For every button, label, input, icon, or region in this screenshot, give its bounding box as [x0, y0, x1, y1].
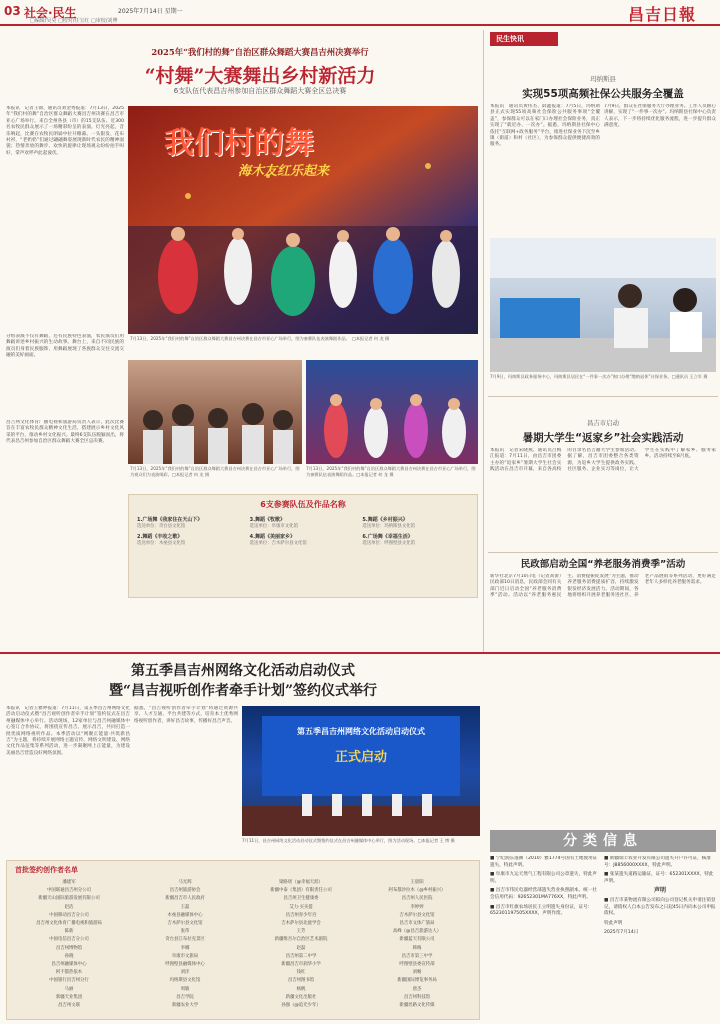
dancers-photo-2-caption: 7月13日，2025年“我们村的舞”自治区群众舞蹈大赛昌吉州决赛在昌吉市亚心广场举行，图为参赛队伍表演舞蹈作品。□本报记者 何 龙 摄 [306, 466, 476, 477]
signer-entry: 王磊 [180, 904, 190, 910]
signer-entry: 昌吉州青少年宫 [285, 912, 317, 918]
classified-item: ■ 宁纪润东蓬阁（2010）雅1774号国有土地使用证遗失，特此声明。 [490, 856, 598, 868]
winner-item: 3.舞蹈《牧歌》 选送单位：阜康市文化馆 [249, 517, 298, 529]
main-kicker: 2025年“我们村的舞”自治区群众舞蹈大赛昌吉州决赛举行 [151, 47, 369, 57]
signer-entry: 梁路瑶（@幸福天涯） [279, 880, 323, 885]
signer-entry: 阜康市文旅局 [171, 953, 199, 959]
signer-entry: 钱红 [296, 970, 306, 976]
signer-entry: 周敏 [180, 986, 190, 992]
signer-entry: 新疆昌吉市人民政府 [165, 896, 205, 902]
dancers-photo-2-art [306, 360, 478, 464]
page-number: 03 [4, 4, 21, 18]
network-photo-caption: 7月11日，昌吉州网络文化活动启动仪式暨签约仪式在昌吉州融媒体中心举行，图为活动现场。□本报记者 王 博 摄 [242, 838, 455, 843]
signer-entry: 韩梅 [412, 945, 422, 951]
classified-item: ■ 阜康市九运天然气工程有限公司公章遗失，特此声明。 [490, 872, 597, 884]
signer-entry: 马光辉 [178, 880, 192, 885]
signer-entry: 昌吉州第二中学 [285, 953, 317, 959]
students-body: 本报讯 记者宋晓燕、通讯员吕梅江报道：7月11日，由昌吉市团委主办的“返家乡”暑期大学生社会实践活动在昌吉市开幕，来自各高校的百余名昌吉籍大学生参加活动。据了解，昌吉市团委整合各类资源，为返乡大学生提供政务实践、社区服务、企业实习等岗位，让大学生在实践中了解家乡、服务家乡。活动持续至8月底。 [490, 448, 716, 473]
signer-entry: 呼图壁县委宣传部 [399, 962, 435, 968]
winner-item: 5.舞蹈《乡村振兴》 选送单位：玛纳斯县文化馆 [362, 517, 416, 529]
signer-entry: 孙晓 [64, 953, 74, 959]
classified-item: ■ 张某遗失道路运输证，证号：652301XXXX，特此声明。 [604, 872, 714, 884]
signer-entry: 李娜 [180, 945, 190, 951]
social-body-1: 本报讯 通讯员黄伟杰、薛鑫报道：7月5日，玛纳斯县正式实现55项高频社会保险公共服务事项“全覆盖”，参保群众可以在家门口办理社会保险业务，真正实现了“就近办、一次办”。据悉，玛纳斯县社保中心依托“互联网+政务服务”平台，推进社保业务下沉至乡镇（街道）和村（社区），为参保群众提供便捷高效的服务。 [490, 104, 600, 148]
signer-entry: 昌吉州文化体育广播电视和旅游局 [36, 921, 102, 927]
winners-box [128, 494, 478, 598]
signer-entry: 陈新 [64, 929, 74, 935]
signers-grid [7, 879, 479, 1010]
section-name: 社会·民生 [24, 6, 77, 20]
signer-entry: 中国银行昌吉州分行 [49, 978, 89, 984]
classified-left [490, 856, 600, 1020]
signer-entry: 王晨阳 [410, 880, 424, 885]
consumer-headline: 民政部启动全国“养老服务消费季”活动 [520, 559, 686, 570]
signer-entry: 昌吉州融媒体中心 [51, 962, 87, 968]
classified-item: 2025年7月14日 [604, 930, 639, 936]
signer-entry: 昌吉州博物馆 [55, 945, 83, 951]
divider [488, 552, 718, 553]
signer-entry: 中国电信昌吉分公司 [49, 937, 89, 943]
signer-entry: 唐杰 [412, 986, 422, 992]
network-headline-1: 第五季昌吉州网络文化活动启动仪式 [131, 663, 355, 679]
signer-entry: 昌吉州图书馆 [287, 978, 315, 984]
signer-entry: 昌吉州卫生健康委 [283, 896, 319, 902]
dancers-photo-2 [306, 360, 478, 464]
students-headline: 暑期大学生“返家乡”社会实践活动 [522, 432, 684, 444]
main-body-2: 分组表演不仅有舞蹈，还有民族特色表演，农民演员们用舞蹈讲述乡村振兴的生动故事。舞台上，来自不同民族的演员们身着民族服饰，用舞蹈展现了各族群众交往交流交融的美好画面。 [6, 334, 124, 359]
classified-item: ■ 昌吉市伟民电器经营部遗失营业执照副本，统一社会信用代码：92652301MA776XX，特此声明。 [490, 888, 597, 900]
social-kicker: 玛纳斯县 [590, 75, 616, 83]
header-editors: □编辑/吴昊 □校对/任宝红 □审校/刘博 [30, 18, 118, 24]
signers-col-2 [129, 879, 241, 1010]
signer-entry: 新疆蓝天有限公司 [399, 937, 435, 943]
signer-entry: 中国移动昌吉分公司 [49, 912, 89, 918]
signer-entry: 新疆文化出版社 [285, 994, 317, 1000]
signer-entry: 昌吉市文体广旅局 [399, 921, 435, 927]
signer-entry: 昌吉市第三中学 [401, 953, 433, 959]
signer-entry: 呼图壁县融媒体中心 [165, 962, 205, 968]
classified-title: 分类信息 [490, 830, 716, 852]
consumer-body: 新华社北京7月10日电（记者高蕾）民政部10日消息，民政部会同有关部门近日启动全国“养老服务消费季”活动。活动以“养老服务惠民生、消费提振促发展”为主题，推动养老服务消费提质扩容，持续激发银发经济发展活力。活动期间，各地将组织开展养老服务进社区、养老产品展销等系列活动，更好满足老年人多样化养老服务需求。 [490, 574, 716, 599]
signer-entry: 潘建军 [62, 880, 76, 885]
network-banner-text: 第五季昌吉州网络文化活动启动仪式 [297, 727, 425, 736]
winners-title: 6支参赛队伍及作品名称 [260, 500, 346, 509]
signer-entry: 新疆昌吉市润华小学 [281, 962, 321, 968]
main-body-3: 昌吉州文化体育广播电视和旅游局负责人表示，此次比赛旨在丰富农牧民群众精神文化生活，搭建展示乡村文化风采的平台，推动乡村文化振兴。最终6支队伍脱颖而出，将代表昌吉州参加自治区群众舞蹈大赛全区总决赛。 [6, 420, 124, 445]
network-body-2: 据悉，“昌吉视听创作者牵手计划”将通过资源共享、人才互通、平台共建等方式，培育本土优秀网络视听创作者，讲好昌吉故事，传播好昌吉声音。 [134, 706, 238, 724]
winner-item: 1.广场舞《我家住在天山下》 选送单位：奇台县文化馆 [137, 517, 203, 529]
signers-col-1 [13, 879, 125, 1010]
network-body-1: 本报讯 记者王雅婷报道：7月11日，第五季昌吉州网络文化活动启动仪式暨“昌吉视听创作者牵手计划”签约仪式在昌吉州融媒体中心举行。活动现场，12家单位与昌吉州融媒体中心签订合作协议，将围绕宣传昌吉、展示昌吉，共同打造一批优质网络视听作品。本季活动以“网聚正能量·共筑新昌吉”为主题，将持续开展网络主题宣传、网络文明建设、网络文化作品征集等系列活动，进一步凝聚网上正能量，为建设美丽昌吉营造良好网络氛围。 [6, 706, 130, 756]
main-body-1: 本报讯 记者王锦、通讯员刘金秀报道：7月13日，2025年“我们村的舞”自治区群众舞蹈大赛昌吉州决赛在昌吉市亚心广场举行。来自全州各县（市）的15支队伍、近300名农牧民群众展示了一场精彩纷呈的表演。灯光亮起，音乐响起，比赛在农牧民朗诵中拉开帷幕。一头银发、花布衬衫，“老奶奶”们通过翩翩舞姿展现新时代农民的精神面貌；热情奔放的舞步、欢快的旋律让现场观众纷纷拍手叫好，掌声欢呼声此起彼伏。 [6, 106, 124, 156]
signer-entry: 木垒县融媒体中心 [167, 912, 203, 918]
classified-item: ■ 昌吉市某物流有限公司拟向公司登记机关申请注销登记，请债权人自本公告发布之日起45日内向本公司申报债权。 [604, 897, 716, 917]
signers-col-3 [245, 879, 357, 1010]
signer-entry: 艾力·买买提 [289, 904, 313, 910]
signer-entry: 刘畅 [412, 970, 422, 976]
signer-entry: 高峰（@昌吉旅游达人） [392, 929, 442, 935]
classified-item: ■ 新疆瑞丰农业开发有限公司遗失开户许可证，核准号：J8856000XXXX，特此声明。 [604, 856, 711, 868]
main-headline: “村舞”大赛舞出乡村新活力 [144, 65, 376, 87]
dance-photo [128, 106, 478, 334]
signer-entry: 赵洁 [64, 904, 74, 910]
social-photo [490, 238, 716, 372]
social-headline: 实现55项高频社保公共服务全覆盖 [522, 88, 684, 100]
classified-item: 特此声明 [604, 920, 623, 926]
signer-entry: 新疆维吾尔自治区艺术剧院 [274, 937, 328, 943]
network-headline-2: 暨“昌吉视听创作者牵手计划”签约仪式举行 [108, 683, 378, 699]
signer-entry: 昌吉州科技馆 [403, 994, 431, 1000]
signer-entry: 玛纳斯县文化馆 [169, 978, 201, 984]
audience-photo-art [128, 360, 302, 464]
signer-entry: 新疆天山国际旅游发展有限公司 [38, 896, 100, 902]
newspaper-logo: 昌吉日報 [628, 5, 697, 24]
winner-item: 4.舞蹈《美丽家乡》 选送单位：吉木萨尔县文化馆 [249, 534, 307, 546]
winner-item: 2.舞蹈《丰收之歌》 选送单位：木垒县文化馆 [137, 534, 186, 546]
audience-photo [128, 360, 302, 464]
signer-entry: 吉木萨尔县文化馆 [167, 921, 203, 927]
signer-entry: 刘洋 [180, 970, 190, 976]
signer-entry: 昌吉州旅游协会 [169, 888, 201, 894]
signer-entry: 昌吉州文联 [58, 1003, 80, 1009]
classified-item: ■ 昌吉市红旗农场居民王立明遗失身份证，证号：652301197505XXXX，声明作废。 [490, 904, 593, 917]
audience-photo-caption: 7月13日，2025年“我们村的舞”自治区群众舞蹈大赛昌吉州决赛在昌吉市亚心广场举行，图为观众们为表演喝彩。□本报记者 何 龙 摄 [130, 466, 300, 477]
signer-entry: 赵磊 [296, 945, 306, 951]
winner-item: 6.广场舞《幸福生活》 选送单位：呼图壁县文化馆 [362, 534, 416, 546]
social-body-2: 7月9日，群众在社保服务大厅办理业务。工作人员耐心讲解，实现了“一件事一次办”。玛纳斯县社保中心负责人表示，下一步将持续优化服务流程，进一步提升群众满意度。 [604, 104, 716, 129]
network-banner-launch: 正式启动 [334, 750, 387, 765]
signer-entry: 中国联通昌吉州分公司 [47, 888, 91, 894]
signer-entry: 吉木萨尔县文化馆 [399, 912, 435, 918]
signer-entry: 阿不都热依木 [55, 970, 83, 976]
divider [488, 396, 718, 397]
signers-title: 首批签约创作者名单 [15, 866, 78, 874]
signer-entry: 新疆丝路文化传媒 [399, 1003, 435, 1009]
signer-entry: 吉木萨尔县北庭学会 [281, 921, 321, 927]
signer-entry: 孙强（@追光少年） [281, 1003, 321, 1009]
dance-photo-caption: 7月13日，2025年“我们村的舞”自治区群众舞蹈大赛昌吉州决赛在昌吉市亚心广场举行，图为参赛队伍表演舞蹈作品。 □本报记者 何 龙 摄 [130, 336, 390, 341]
signer-entry: 昌吉州人民医院 [401, 896, 433, 902]
signer-entry: 新疆中泰（集团）有限责任公司 [270, 888, 332, 894]
winners-list [129, 510, 477, 552]
signers-box [6, 860, 480, 1020]
main-subtitle: 6支队伍代表昌吉州参加自治区群众舞蹈大赛全区总决赛 [173, 87, 347, 95]
signers-col-4 [361, 879, 473, 1010]
students-kicker: 昌吉市启动 [587, 419, 619, 427]
signer-entry: 新疆天业集团 [55, 994, 83, 1000]
classified-right [604, 856, 716, 1020]
signer-entry: 阿布都沙拉木（@乡村振兴） [388, 888, 446, 894]
classified-item: 声明 [653, 887, 666, 895]
photo-banner-sub: 海木友红乐起来 [238, 164, 330, 179]
signer-entry: 奇台县江布拉克景区 [165, 937, 205, 943]
signer-entry: 杨帆 [296, 986, 306, 992]
signer-entry: 昌吉学院 [176, 994, 194, 1000]
social-photo-caption: 7月9日，玛纳斯县政务服务中心，玛纳斯县居民在“一件事一次办”窗口办理“缴纳退休”社保业务。□通讯员 王立军 摄 [490, 374, 708, 379]
header-date: 2025年7月14日 星期一 [118, 8, 183, 15]
signer-entry: 张伟 [180, 929, 190, 935]
signer-entry: 新疆农业大学 [171, 1003, 199, 1009]
signer-entry: 新疆国际博览事务局 [397, 978, 437, 984]
photo-banner-text: 我们村的舞 [164, 126, 314, 161]
signer-entry: 马丽 [64, 986, 74, 992]
news-tag: 民生快讯 [490, 32, 558, 46]
section-divider [0, 652, 720, 654]
network-photo [242, 706, 480, 836]
social-photo-art [490, 238, 716, 372]
signer-entry: 王芳 [296, 929, 306, 935]
column-divider [483, 30, 484, 652]
signer-entry: 李婷婷 [410, 904, 424, 910]
